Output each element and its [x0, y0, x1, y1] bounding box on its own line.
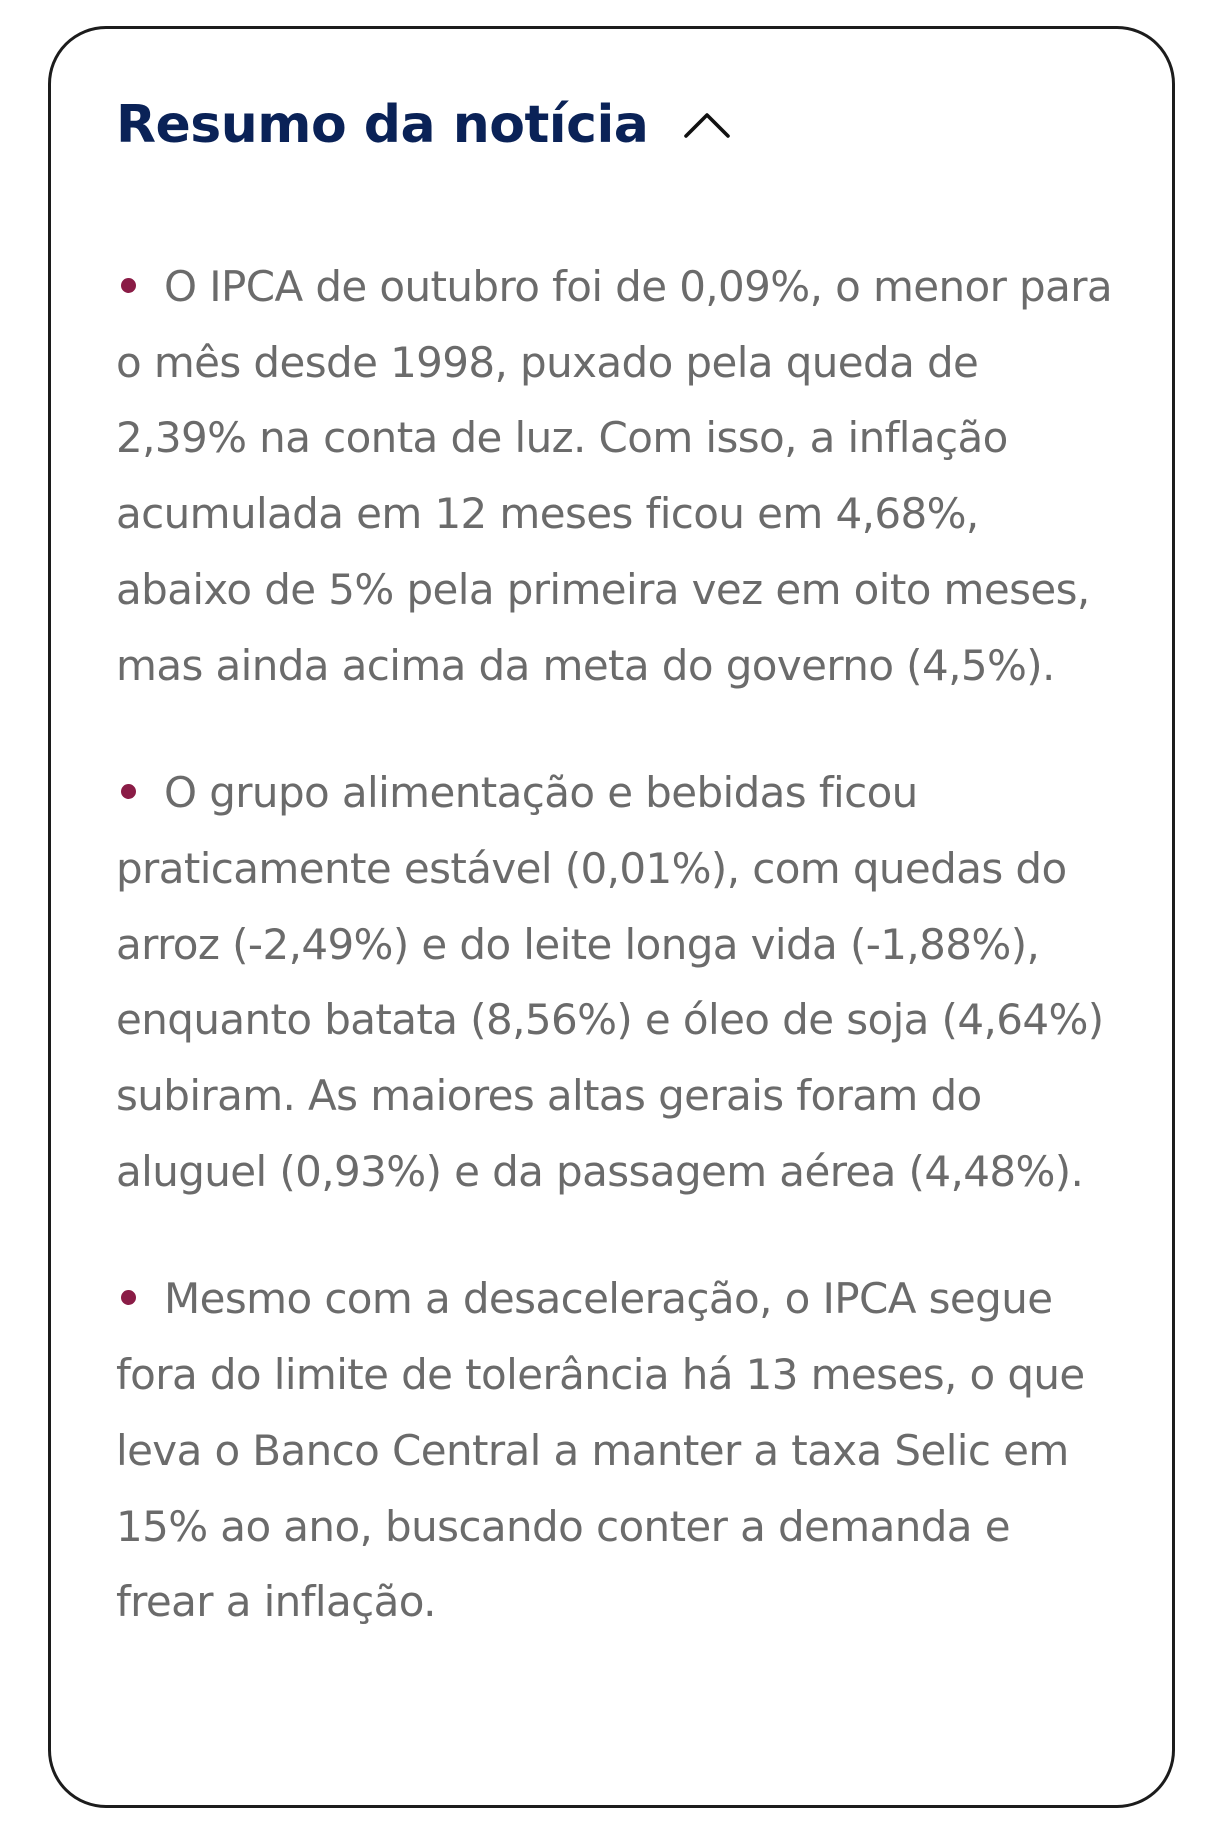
bullet-icon [121, 278, 136, 293]
news-summary-card [48, 26, 1175, 1808]
summary-item-text: O grupo alimentação e bebidas ficou praticamente estável (0,01%), com quedas do arroz (-2,49%) e do leite longa vida (-1,88%), enquanto batata (8,56%) e óleo de soja (4,64%) subiram. As maiores altas gerais foram do aluguel (0,93%) e da passagem aérea (4,48%). [116, 768, 1104, 1196]
summary-list [116, 249, 1116, 1640]
summary-toggle[interactable] [116, 95, 732, 155]
bullet-icon [121, 784, 136, 799]
chevron-up-icon[interactable] [682, 110, 732, 140]
bullet-icon [121, 1290, 136, 1305]
summary-item [116, 249, 1116, 703]
summary-item-text: Mesmo com a desaceleração, o IPCA segue fora do limite de tolerância há 13 meses, o que leva o Banco Central a manter a taxa Selic em 15% ao ano, buscando conter a demanda e frear a inflação. [116, 1274, 1085, 1627]
summary-item [116, 1261, 1116, 1640]
summary-item-text: O IPCA de outubro foi de 0,09%, o menor para o mês desde 1998, puxado pela queda de 2,39% na conta de luz. Com isso, a inflação acumulada em 12 meses ficou em 4,68%, abaixo de 5% pela primeira vez em oito meses, mas ainda acima da meta do governo (4,5%). [116, 262, 1113, 690]
summary-title: Resumo da notícia [116, 95, 649, 155]
summary-item [116, 755, 1116, 1209]
